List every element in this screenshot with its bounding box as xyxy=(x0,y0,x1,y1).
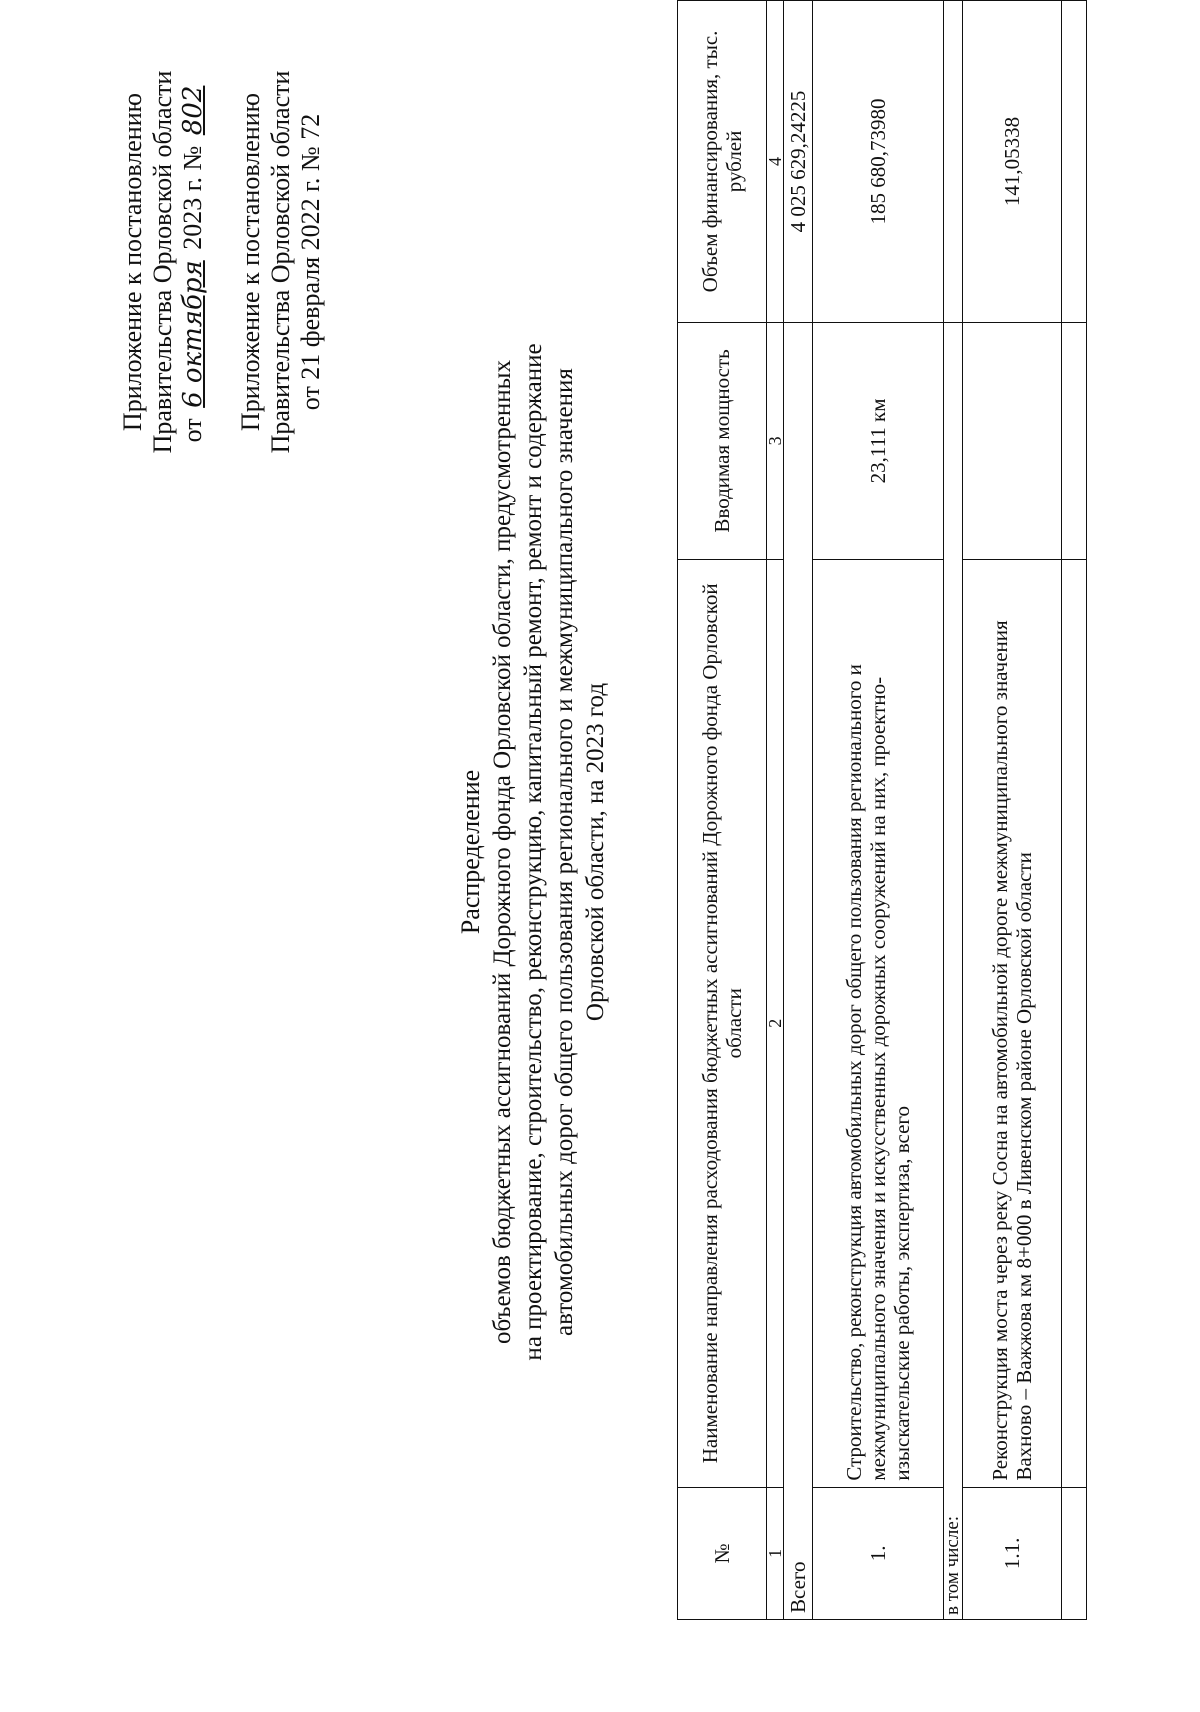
header-name: Наименование направления расходования бюджетных ассигнований Дорожного фонда Орловской области xyxy=(678,559,767,1487)
appendix-previous-line3: от 21 февраля 2022 г. № 72 xyxy=(296,113,325,411)
appendix-spacer xyxy=(208,52,236,472)
total-label: Всего xyxy=(784,322,813,1619)
handwritten-date: 6 октября xyxy=(178,260,208,408)
item-1-1-name: Реконструкция моста через реку Сосна на автомобильной дороге межмуниципального значения Вахново – Важжова км 8+000 в Ливенском районе Орловской области xyxy=(963,559,1062,1487)
title-line4: Орловской области, на 2023 год xyxy=(582,682,609,1022)
table-row-including xyxy=(944,1,963,1620)
appendix-date-year: 2023 г. № xyxy=(178,145,207,250)
table-header-row xyxy=(678,1,767,1620)
appendix-previous-line2: Правительства Орловской области xyxy=(266,70,295,454)
continuation-cell-3 xyxy=(1062,322,1087,559)
index-cell-3: 3 xyxy=(767,322,784,559)
appendix-current-date xyxy=(178,52,208,472)
document-title xyxy=(455,142,611,1562)
total-volume: 4 025 629,24225 xyxy=(784,1,813,323)
appendix-current-line1: Приложение к постановлению xyxy=(118,92,147,432)
table-row-item-1-1 xyxy=(963,1,1062,1620)
continuation-cell-1 xyxy=(1062,1487,1087,1619)
section1-name: Строительство, реконструкция автомобильных дорог общего пользования регионального и межмуниципального значения и искусственных дорожных сооружений на них, проектно-изыскательские работы, экспертиза, всего xyxy=(813,559,944,1487)
item-1-1-num: 1.1. xyxy=(963,1487,1062,1619)
title-heading: Распределение xyxy=(456,769,485,935)
index-cell-1: 1 xyxy=(767,1487,784,1619)
section1-volume: 185 680,73980 xyxy=(813,1,944,323)
title-line2: на проектирование, строительство, реконструкцию, капитальный ремонт, ремонт и содержание xyxy=(520,343,547,1361)
section1-capacity: 23,111 км xyxy=(813,322,944,559)
column-index-row xyxy=(767,1,784,1620)
including-empty xyxy=(944,1,963,323)
allocation-table xyxy=(677,0,1087,1620)
table-row-total xyxy=(784,1,813,1620)
index-cell-2: 2 xyxy=(767,559,784,1487)
appendix-date-prefix: от xyxy=(178,418,207,443)
index-cell-4: 4 xyxy=(767,1,784,323)
table-row-continuation xyxy=(1062,1,1087,1620)
header-capacity: Вводимая мощность xyxy=(678,322,767,559)
section1-num: 1. xyxy=(813,1487,944,1619)
including-label: в том числе: xyxy=(944,322,963,1619)
appendix-previous-line1: Приложение к постановлению xyxy=(236,92,265,432)
header-num: № xyxy=(678,1487,767,1619)
handwritten-number: 802 xyxy=(178,85,208,136)
item-1-1-volume: 141,05338 xyxy=(963,1,1062,323)
appendix-current-line2: Правительства Орловской области xyxy=(148,70,177,454)
title-line1: объемов бюджетных ассигнований Дорожного фонда Орловской области, предусмотренных xyxy=(489,360,516,1344)
header-volume: Объем финансирования, тыс. рублей xyxy=(678,1,767,323)
title-line3: автомобильных дорог общего пользования регионального и межмуниципального значения xyxy=(551,368,578,1336)
continuation-cell-4 xyxy=(1062,1,1087,323)
appendix-block xyxy=(118,52,326,472)
table-row-section-1 xyxy=(813,1,944,1620)
item-1-1-capacity xyxy=(963,322,1062,559)
continuation-cell-2 xyxy=(1062,559,1087,1487)
